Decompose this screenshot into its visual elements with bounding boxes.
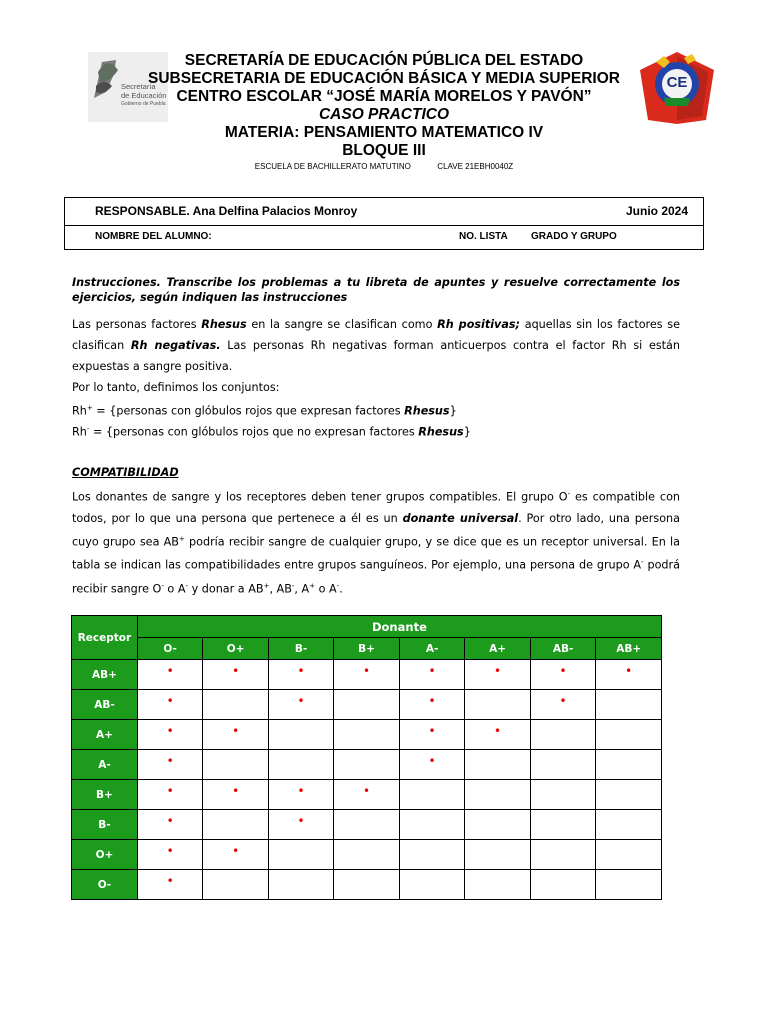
table-row xyxy=(72,870,662,900)
responsable-row xyxy=(65,198,703,226)
instructions: Instrucciones. Transcribe los problemas a tu libreta de apuntes y resuelve correctamente los ejercicios, según indiquen las instrucciones xyxy=(72,276,680,304)
empty-cell xyxy=(465,780,531,810)
student-info-box xyxy=(64,197,704,250)
empty-cell xyxy=(465,750,531,780)
compatible-mark: • xyxy=(137,660,202,690)
empty-cell xyxy=(203,870,269,900)
compatible-mark: • xyxy=(268,690,333,720)
compat-sup: - xyxy=(641,558,644,567)
empty-cell xyxy=(465,690,531,720)
sets-intro: Por lo tanto, definimos los conjuntos: xyxy=(72,381,280,394)
donor-header: Donante xyxy=(137,616,661,638)
compat-text: . Por otro lado, una persona cuyo grupo sea AB xyxy=(72,511,680,549)
compat-text: es compatible con todos, por lo que una persona que pertenece a él es un xyxy=(72,490,681,525)
compat-text: , AB xyxy=(269,582,292,596)
compatible-mark: • xyxy=(203,840,269,870)
date-label: Junio 2024 xyxy=(626,204,689,218)
set-text: = {personas con glóbulos rojos que no expresan factores xyxy=(89,425,419,439)
header-bloque: BLOQUE III xyxy=(342,142,426,159)
compatible-mark: • xyxy=(137,750,202,780)
empty-cell xyxy=(268,720,333,750)
student-name-label: NOMBRE DEL ALUMNO: xyxy=(95,231,212,242)
receptor-cell: B+ xyxy=(72,780,138,810)
intro-rh-negative: Rh negativas. xyxy=(130,339,221,352)
receptor-cell: A- xyxy=(72,750,138,780)
empty-cell xyxy=(465,870,531,900)
receptor-cell: O- xyxy=(72,870,138,900)
empty-cell xyxy=(399,840,464,870)
compat-sup: - xyxy=(336,582,340,591)
donor-column-header: A- xyxy=(399,638,464,660)
receptor-cell: O+ xyxy=(72,840,138,870)
donor-column-header: O- xyxy=(137,638,202,660)
intro-rhesus: Rhesus xyxy=(201,318,247,331)
intro-rh-positive: Rh positivas; xyxy=(437,318,521,331)
compat-text: , A xyxy=(294,582,310,596)
compatible-mark: • xyxy=(137,780,202,810)
compatible-mark: • xyxy=(268,810,333,840)
set-text: Rh xyxy=(72,404,87,418)
empty-cell xyxy=(530,780,596,810)
donor-column-header: AB- xyxy=(530,638,596,660)
header-caso-practico: CASO PRACTICO xyxy=(318,106,450,123)
set-sup: + xyxy=(86,404,93,412)
donor-column-header: B+ xyxy=(334,638,400,660)
empty-cell xyxy=(596,810,662,840)
compat-text: podrá recibir sangre O xyxy=(72,559,680,596)
receptor-cell: B- xyxy=(72,810,138,840)
compatible-mark: • xyxy=(334,660,400,690)
school-clave: CLAVE 21EBH0040Z xyxy=(437,162,514,171)
donor-column-header: AB+ xyxy=(596,638,662,660)
empty-cell xyxy=(399,870,464,900)
compat-text: Los donantes de sangre y los receptores deben tener grupos compatibles. El grupo O xyxy=(72,490,568,504)
compatible-mark: • xyxy=(203,780,269,810)
compatible-mark: • xyxy=(268,660,333,690)
donor-column-header: A+ xyxy=(465,638,531,660)
empty-cell xyxy=(399,810,464,840)
compatible-mark: • xyxy=(399,750,464,780)
table-row xyxy=(72,840,662,870)
intro-paragraph xyxy=(72,314,680,377)
empty-cell xyxy=(530,750,596,780)
empty-cell xyxy=(596,690,662,720)
header-line-3: CENTRO ESCOLAR “JOSÉ MARÍA MORELOS Y PAVÓN” xyxy=(176,88,592,105)
compatible-mark: • xyxy=(334,780,400,810)
compatibility-body xyxy=(72,660,662,900)
compat-sup: - xyxy=(161,582,164,591)
empty-cell xyxy=(268,840,333,870)
compatible-mark: • xyxy=(137,720,202,750)
compatible-mark: • xyxy=(137,810,202,840)
compatible-mark: • xyxy=(399,720,464,750)
compatible-mark: • xyxy=(465,660,531,690)
compat-paragraph xyxy=(72,484,680,600)
table-row xyxy=(72,720,662,750)
compatible-mark: • xyxy=(203,720,269,750)
header-materia: MATERIA: PENSAMIENTO MATEMATICO IV xyxy=(224,124,544,141)
header-school-line xyxy=(0,162,768,171)
list-number-label: NO. LISTA xyxy=(459,231,508,242)
receptor-cell: A+ xyxy=(72,720,138,750)
responsable-name: Ana Delfina Palacios Monroy xyxy=(192,204,358,218)
set-text: } xyxy=(463,425,471,439)
table-row xyxy=(72,780,662,810)
set-rhesus: Rhesus xyxy=(418,425,464,439)
table-row xyxy=(72,690,662,720)
table-row xyxy=(72,660,662,690)
empty-cell xyxy=(268,750,333,780)
empty-cell xyxy=(596,840,662,870)
table-row xyxy=(72,810,662,840)
compat-universal-donor: donante universal xyxy=(402,511,519,525)
receptor-cell: AB+ xyxy=(72,660,138,690)
table-row xyxy=(72,750,662,780)
compatible-mark: • xyxy=(137,870,202,900)
intro-text: Las personas factores xyxy=(72,318,202,331)
compatible-mark: • xyxy=(399,690,464,720)
empty-cell xyxy=(334,720,400,750)
empty-cell xyxy=(334,690,400,720)
set-rh-negative xyxy=(72,419,680,443)
intro-text: en la sangre se clasifican como xyxy=(246,318,438,331)
empty-cell xyxy=(530,720,596,750)
compat-text: podría recibir sangre de cualquier grupo, y se dice que es un receptor universal. En la tabla se indican las compatibilidades entre grupos sanguíneos. Por ejemplo, una persona de grupo A xyxy=(72,535,680,573)
compatible-mark: • xyxy=(137,690,202,720)
empty-cell xyxy=(334,750,400,780)
empty-cell xyxy=(596,750,662,780)
compat-sup: + xyxy=(309,582,316,591)
empty-cell xyxy=(596,780,662,810)
compatible-mark: • xyxy=(596,660,662,690)
header-line-2: SUBSECRETARIA DE EDUCACIÓN BÁSICA Y MEDIA SUPERIOR xyxy=(148,70,620,87)
set-text: Rh xyxy=(72,425,87,439)
compat-sup: - xyxy=(185,582,189,591)
compatibility-table xyxy=(71,615,662,900)
empty-cell xyxy=(530,840,596,870)
empty-cell xyxy=(334,810,400,840)
empty-cell xyxy=(530,810,596,840)
responsable-line xyxy=(95,204,357,218)
logo-text-line3: Gobierno de Puebla xyxy=(121,101,166,107)
empty-cell xyxy=(399,780,464,810)
empty-cell xyxy=(203,810,269,840)
grade-group-label: GRADO Y GRUPO xyxy=(531,231,617,242)
compat-text: . xyxy=(339,582,343,596)
logo-text-line2: de Educación xyxy=(121,91,167,100)
empty-cell xyxy=(268,870,333,900)
set-rhesus: Rhesus xyxy=(404,404,450,418)
receptor-cell: AB- xyxy=(72,690,138,720)
donor-column-header: B- xyxy=(268,638,333,660)
empty-cell xyxy=(334,870,400,900)
compatible-mark: • xyxy=(530,690,596,720)
compatible-mark: • xyxy=(399,660,464,690)
compatible-mark: • xyxy=(203,660,269,690)
compat-text: o A xyxy=(163,582,186,596)
empty-cell xyxy=(465,840,531,870)
empty-cell xyxy=(465,810,531,840)
compat-sup: - xyxy=(567,490,571,498)
set-sup: - xyxy=(86,425,90,433)
school-name: ESCUELA DE BACHILLERATO MATUTINO xyxy=(254,162,411,171)
empty-cell xyxy=(203,690,269,720)
donor-column-header: O+ xyxy=(203,638,269,660)
compat-sup: + xyxy=(178,534,185,543)
logo-text-line1: Secretaría xyxy=(121,82,156,91)
compatible-mark: • xyxy=(530,660,596,690)
emblem-letters: CE xyxy=(666,74,688,91)
empty-cell xyxy=(596,870,662,900)
set-text: = {personas con glóbulos rojos que expresan factores xyxy=(92,404,405,418)
header-line-1: SECRETARÍA DE EDUCACIÓN PÚBLICA DEL ESTADO xyxy=(184,52,584,69)
intro-text: aquellas sin los factores se clasifican xyxy=(72,318,681,352)
empty-cell xyxy=(530,870,596,900)
empty-cell xyxy=(334,840,400,870)
set-text: } xyxy=(449,404,457,418)
compat-text: o A xyxy=(315,582,337,596)
intro-text: Las personas Rh negativas forman anticuerpos contra el factor Rh si están expuestas a sangre positiva. xyxy=(72,339,680,373)
receptor-header: Receptor xyxy=(72,616,138,660)
empty-cell xyxy=(203,750,269,780)
donor-columns-row xyxy=(72,638,662,660)
compatible-mark: • xyxy=(268,780,333,810)
compat-sup: + xyxy=(263,582,270,591)
compat-title: COMPATIBILIDAD xyxy=(72,466,179,479)
responsable-label: RESPONSABLE. xyxy=(95,204,190,218)
compat-sup: - xyxy=(291,582,295,591)
empty-cell xyxy=(596,720,662,750)
compatible-mark: • xyxy=(137,840,202,870)
compat-text: y donar a AB xyxy=(188,582,264,596)
compatible-mark: • xyxy=(465,720,531,750)
